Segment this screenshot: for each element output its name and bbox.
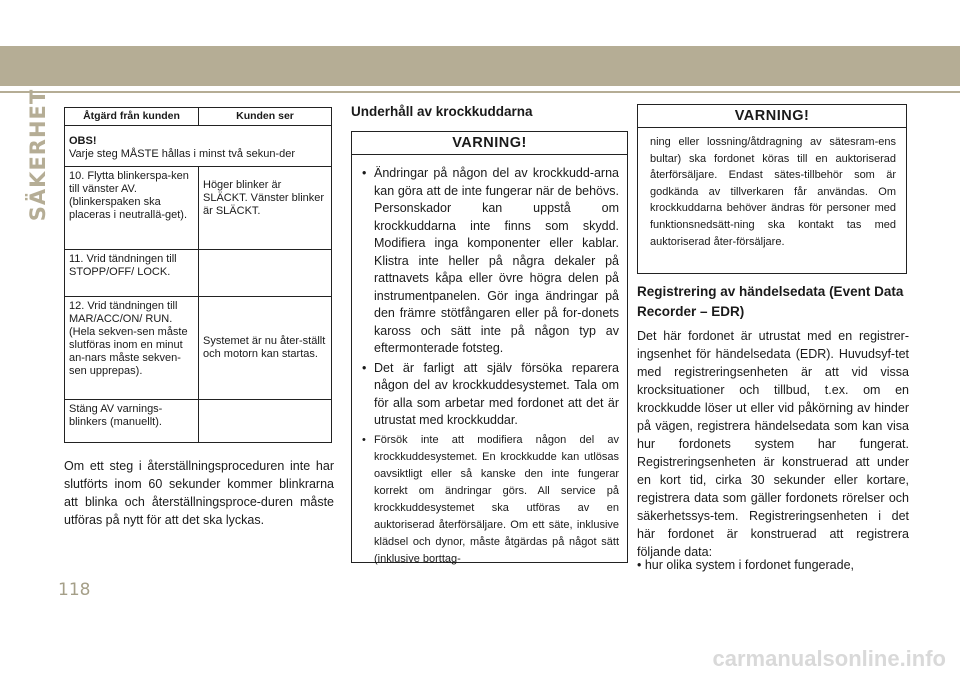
warning-title: VARNING! xyxy=(638,105,906,128)
page-number: 118 xyxy=(58,580,91,600)
section-tab xyxy=(22,88,54,222)
warning-list xyxy=(352,165,627,568)
header-band xyxy=(0,46,960,86)
note-title: OBS! xyxy=(69,135,97,147)
edr-paragraph: Det här fordonet är utrustat med en registrer-ingsenhet för händelsedata (EDR). Huvudsyf-tet med registreringsenheten är att vid vissa krocksituationer och tillbud, t.ex. om en krockkudde löser ut eller vid påkörning av hinder på vägen, registrera händelsedata som kan visa hur fordonets system har fungerat. Registreringsenheten är konstruerad att under en kort tid, cirka 30 sekunder eller kortare, registrera data som gäller fordonets rörelser och säkerhetssys-tem. Registreringsenheten i det här fordonet är konstruerad att registrera följande data: xyxy=(637,329,909,559)
note-text: Varje steg MÅSTE hållas i minst två sekun-der xyxy=(69,148,295,160)
warning-box-continued xyxy=(637,104,907,274)
table-header-action: Åtgärd från kunden xyxy=(65,108,199,126)
table-header-row xyxy=(65,108,332,126)
edr-bullet: • hur olika system i fordonet fungerade, xyxy=(637,558,854,572)
watermark: carmanualsonline.info xyxy=(712,646,946,671)
warning-title: VARNING! xyxy=(352,132,627,155)
reset-procedure-table xyxy=(64,107,332,443)
table-cell-result: Systemet är nu åter-ställt och motorn kan startas. xyxy=(199,297,332,400)
header-rule xyxy=(0,91,960,93)
table-row xyxy=(65,400,332,443)
warning-item: • Ändringar på någon del av krockkudd-arna kan göra att de inte fungerar när de behövs. Personskador kan uppstå om krockkuddarna inte finns som skydd. Modifiera inga komponenter eller kablar. Klistra inte heller på några dekaler på rattnavets kåpa eller övre högra delen på instrumentpanelen. Gör inga ändringar på den främre stötfångaren eller på for-donets kaross och sätt inte på någon typ av eftermonterade fotsteg. xyxy=(362,165,619,358)
note-cell xyxy=(65,126,332,167)
table-cell-result xyxy=(199,250,332,297)
table-cell-action: 10. Flytta blinkerspa-ken till vänster AV. (blinkerspaken ska placeras i neutrallä-get). xyxy=(65,167,199,250)
table-cell-action: 12. Vrid tändningen till MAR/ACC/ON/ RUN. (Hela sekven-sen måste slutföras inom en minut an-nars måste sekven-sen upprepas). xyxy=(65,297,199,400)
table-row xyxy=(65,297,332,400)
table-header-result: Kunden ser xyxy=(199,108,332,126)
warning-box xyxy=(351,131,628,563)
table-cell-result: Höger blinker är SLÄCKT. Vänster blinker är SLÄCKT. xyxy=(199,167,332,250)
warning-item: • Försök inte att modifiera någon del av krockkuddesystemet. En krockkudde kan utlösas oavsiktligt eller så kanske den inte fungerar korrekt om ändringar görs. All service på krockkuddesystemet ska utföras av en auktoriserad återförsäljare. Om ett säte, inklusive klädsel och dynor, måste åtgärdas på något sätt (inklusive borttag- xyxy=(362,432,619,568)
table-row xyxy=(65,250,332,297)
warning-text: ning eller lossning/åtdragning av sätesram-ens bultar) ska fordonet köras till en auktoriserad återförsäljare. Endast sätes-tillbehör som är godkända av tillverkaren får användas. Om krockkuddarna behöver ändras för personer med funktionsnedsätt-ning ska kontakt tas med auktoriserad åter-försäljare. xyxy=(650,136,896,248)
table-cell-action: Stäng AV varnings-blinkers (manuellt). xyxy=(65,400,199,443)
section-heading: Underhåll av krockkuddarna xyxy=(351,104,533,119)
table-row xyxy=(65,167,332,250)
section-heading-edr: Registrering av händelsedata (Event Data Recorder – EDR) xyxy=(637,284,904,319)
warning-item: • Det är farligt att själv försöka reparera någon del av krockkuddesystemet. Tala om för alla som arbetar med fordonet att det är utrustat med krockkuddar. xyxy=(362,360,619,430)
table-row-note xyxy=(65,126,332,167)
table-cell-action: 11. Vrid tändningen till STOPP/OFF/ LOCK. xyxy=(65,250,199,297)
section-tab-label: SÄKERHET xyxy=(26,88,50,222)
table-cell-result xyxy=(199,400,332,443)
retry-paragraph: Om ett steg i återställningsproceduren inte har slutförts inom 60 sekunder kommer blinkrarna att blinka och återställningsproce-duren måste utföras på nytt för att det ska lyckas. xyxy=(64,459,334,527)
